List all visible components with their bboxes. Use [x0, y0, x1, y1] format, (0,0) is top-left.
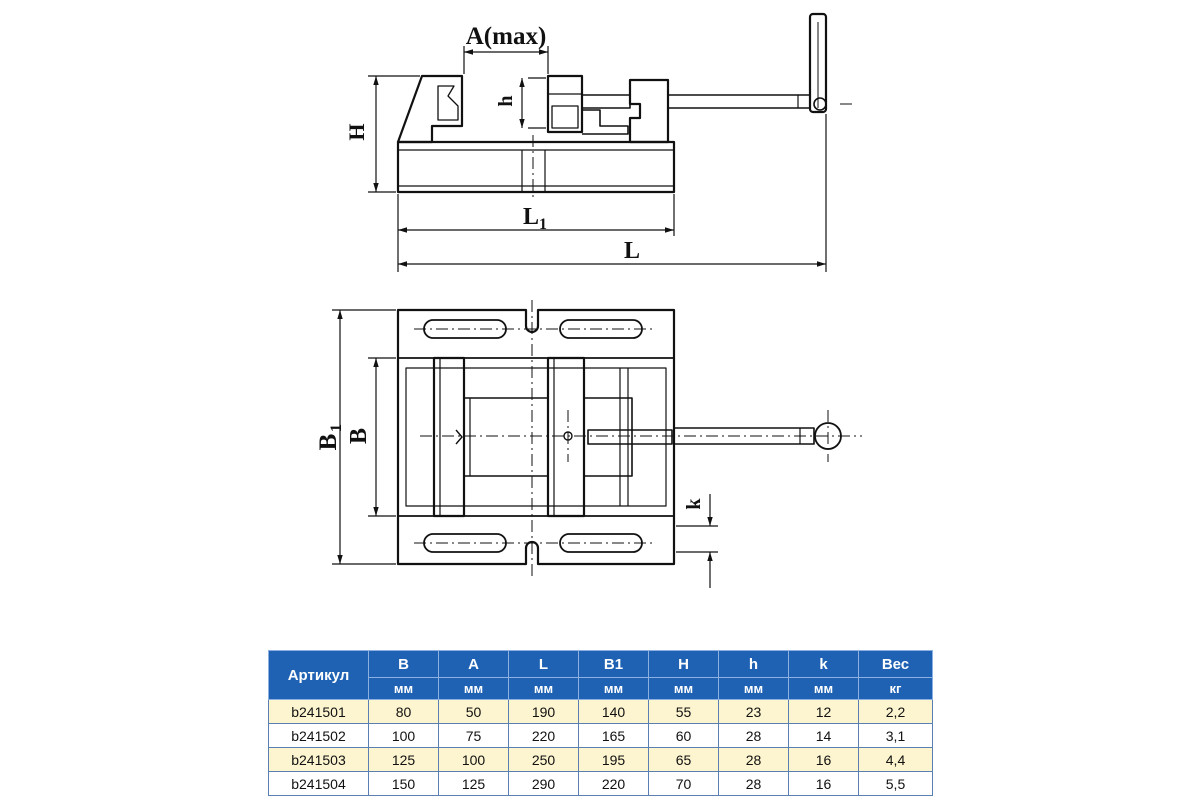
- top-view-dimensions: [332, 310, 718, 588]
- header-article: Артикул: [269, 651, 369, 700]
- unit-col-A: мм: [439, 678, 509, 700]
- cell-B1: 165: [579, 724, 649, 748]
- cell-A: 75: [439, 724, 509, 748]
- header-col-L: L: [509, 651, 579, 678]
- top-view: [398, 310, 841, 564]
- cell-article: b241503: [269, 748, 369, 772]
- cell-A: 125: [439, 772, 509, 796]
- dim-label-B1: [315, 424, 345, 450]
- header-col-B: B: [369, 651, 439, 678]
- dim-label-L1: [523, 204, 547, 233]
- dim-label-L1-base: L: [522, 204, 540, 230]
- unit-col-L: мм: [509, 678, 579, 700]
- screw-housing: [630, 80, 668, 142]
- cell-L: 250: [509, 748, 579, 772]
- lead-screw: [582, 95, 630, 108]
- header-col-H: H: [649, 651, 719, 678]
- cell-B: 125: [369, 748, 439, 772]
- handle-pin: [814, 98, 826, 110]
- dim-label-k: k: [683, 498, 705, 510]
- specification-table: [268, 650, 933, 796]
- unit-col-B: мм: [369, 678, 439, 700]
- unit-col-h: мм: [719, 678, 789, 700]
- cell-L: 220: [509, 724, 579, 748]
- cell-B1: 220: [579, 772, 649, 796]
- cell-H: 65: [649, 748, 719, 772]
- table-row: [269, 724, 933, 748]
- jaw-guide: [582, 110, 628, 134]
- side-view-dimensions: [368, 46, 826, 272]
- cell-L: 190: [509, 700, 579, 724]
- cell-article: b241504: [269, 772, 369, 796]
- header-col-B1: B1: [579, 651, 649, 678]
- cell-H: 60: [649, 724, 719, 748]
- side-view: [398, 14, 826, 192]
- unit-col-B1: мм: [579, 678, 649, 700]
- dim-label-B: B: [346, 427, 372, 445]
- cell-article: b241502: [269, 724, 369, 748]
- cell-h: 28: [719, 772, 789, 796]
- cell-article: b241501: [269, 700, 369, 724]
- cell-k: 12: [789, 700, 859, 724]
- unit-col-k: мм: [789, 678, 859, 700]
- lead-screw-top: [588, 430, 672, 444]
- dim-label-B1-sub: 1: [328, 424, 345, 432]
- cell-h: 23: [719, 700, 789, 724]
- cell-h: 28: [719, 724, 789, 748]
- cell-H: 70: [649, 772, 719, 796]
- unit-col-weight: кг: [859, 678, 933, 700]
- cell-h: 28: [719, 748, 789, 772]
- dim-label-H: H: [344, 123, 369, 141]
- cell-weight: 4,4: [859, 748, 933, 772]
- table-row: [269, 700, 933, 724]
- fixed-jaw-top: [434, 358, 464, 516]
- cell-k: 14: [789, 724, 859, 748]
- cell-B1: 140: [579, 700, 649, 724]
- cell-B: 100: [369, 724, 439, 748]
- cell-L: 290: [509, 772, 579, 796]
- dim-label-a-max: A(max): [465, 23, 547, 50]
- screw-nut-block: [584, 398, 632, 476]
- header-col-k: k: [789, 651, 859, 678]
- fixed-jaw-groove: [438, 86, 458, 120]
- table-unit-row: [269, 678, 933, 700]
- cell-weight: 3,1: [859, 724, 933, 748]
- cell-B1: 195: [579, 748, 649, 772]
- cell-A: 50: [439, 700, 509, 724]
- header-col-h: h: [719, 651, 789, 678]
- movable-jaw: [548, 76, 582, 132]
- table-header-row: [269, 651, 933, 678]
- vise-base: [398, 142, 674, 192]
- header-col-A: A: [439, 651, 509, 678]
- cell-A: 100: [439, 748, 509, 772]
- header-col-weight: Вес: [859, 651, 933, 678]
- cell-k: 16: [789, 772, 859, 796]
- cell-B: 150: [369, 772, 439, 796]
- dim-label-h-small: h: [495, 95, 517, 107]
- dim-label-L: L: [623, 238, 641, 264]
- dim-label-L1-sub: 1: [539, 216, 547, 233]
- cell-weight: 5,5: [859, 772, 933, 796]
- cell-weight: 2,2: [859, 700, 933, 724]
- table-row: [269, 748, 933, 772]
- cell-B: 80: [369, 700, 439, 724]
- dim-label-B1-base: B: [315, 433, 342, 451]
- unit-col-H: мм: [649, 678, 719, 700]
- table-row: [269, 772, 933, 796]
- cell-k: 16: [789, 748, 859, 772]
- cell-H: 55: [649, 700, 719, 724]
